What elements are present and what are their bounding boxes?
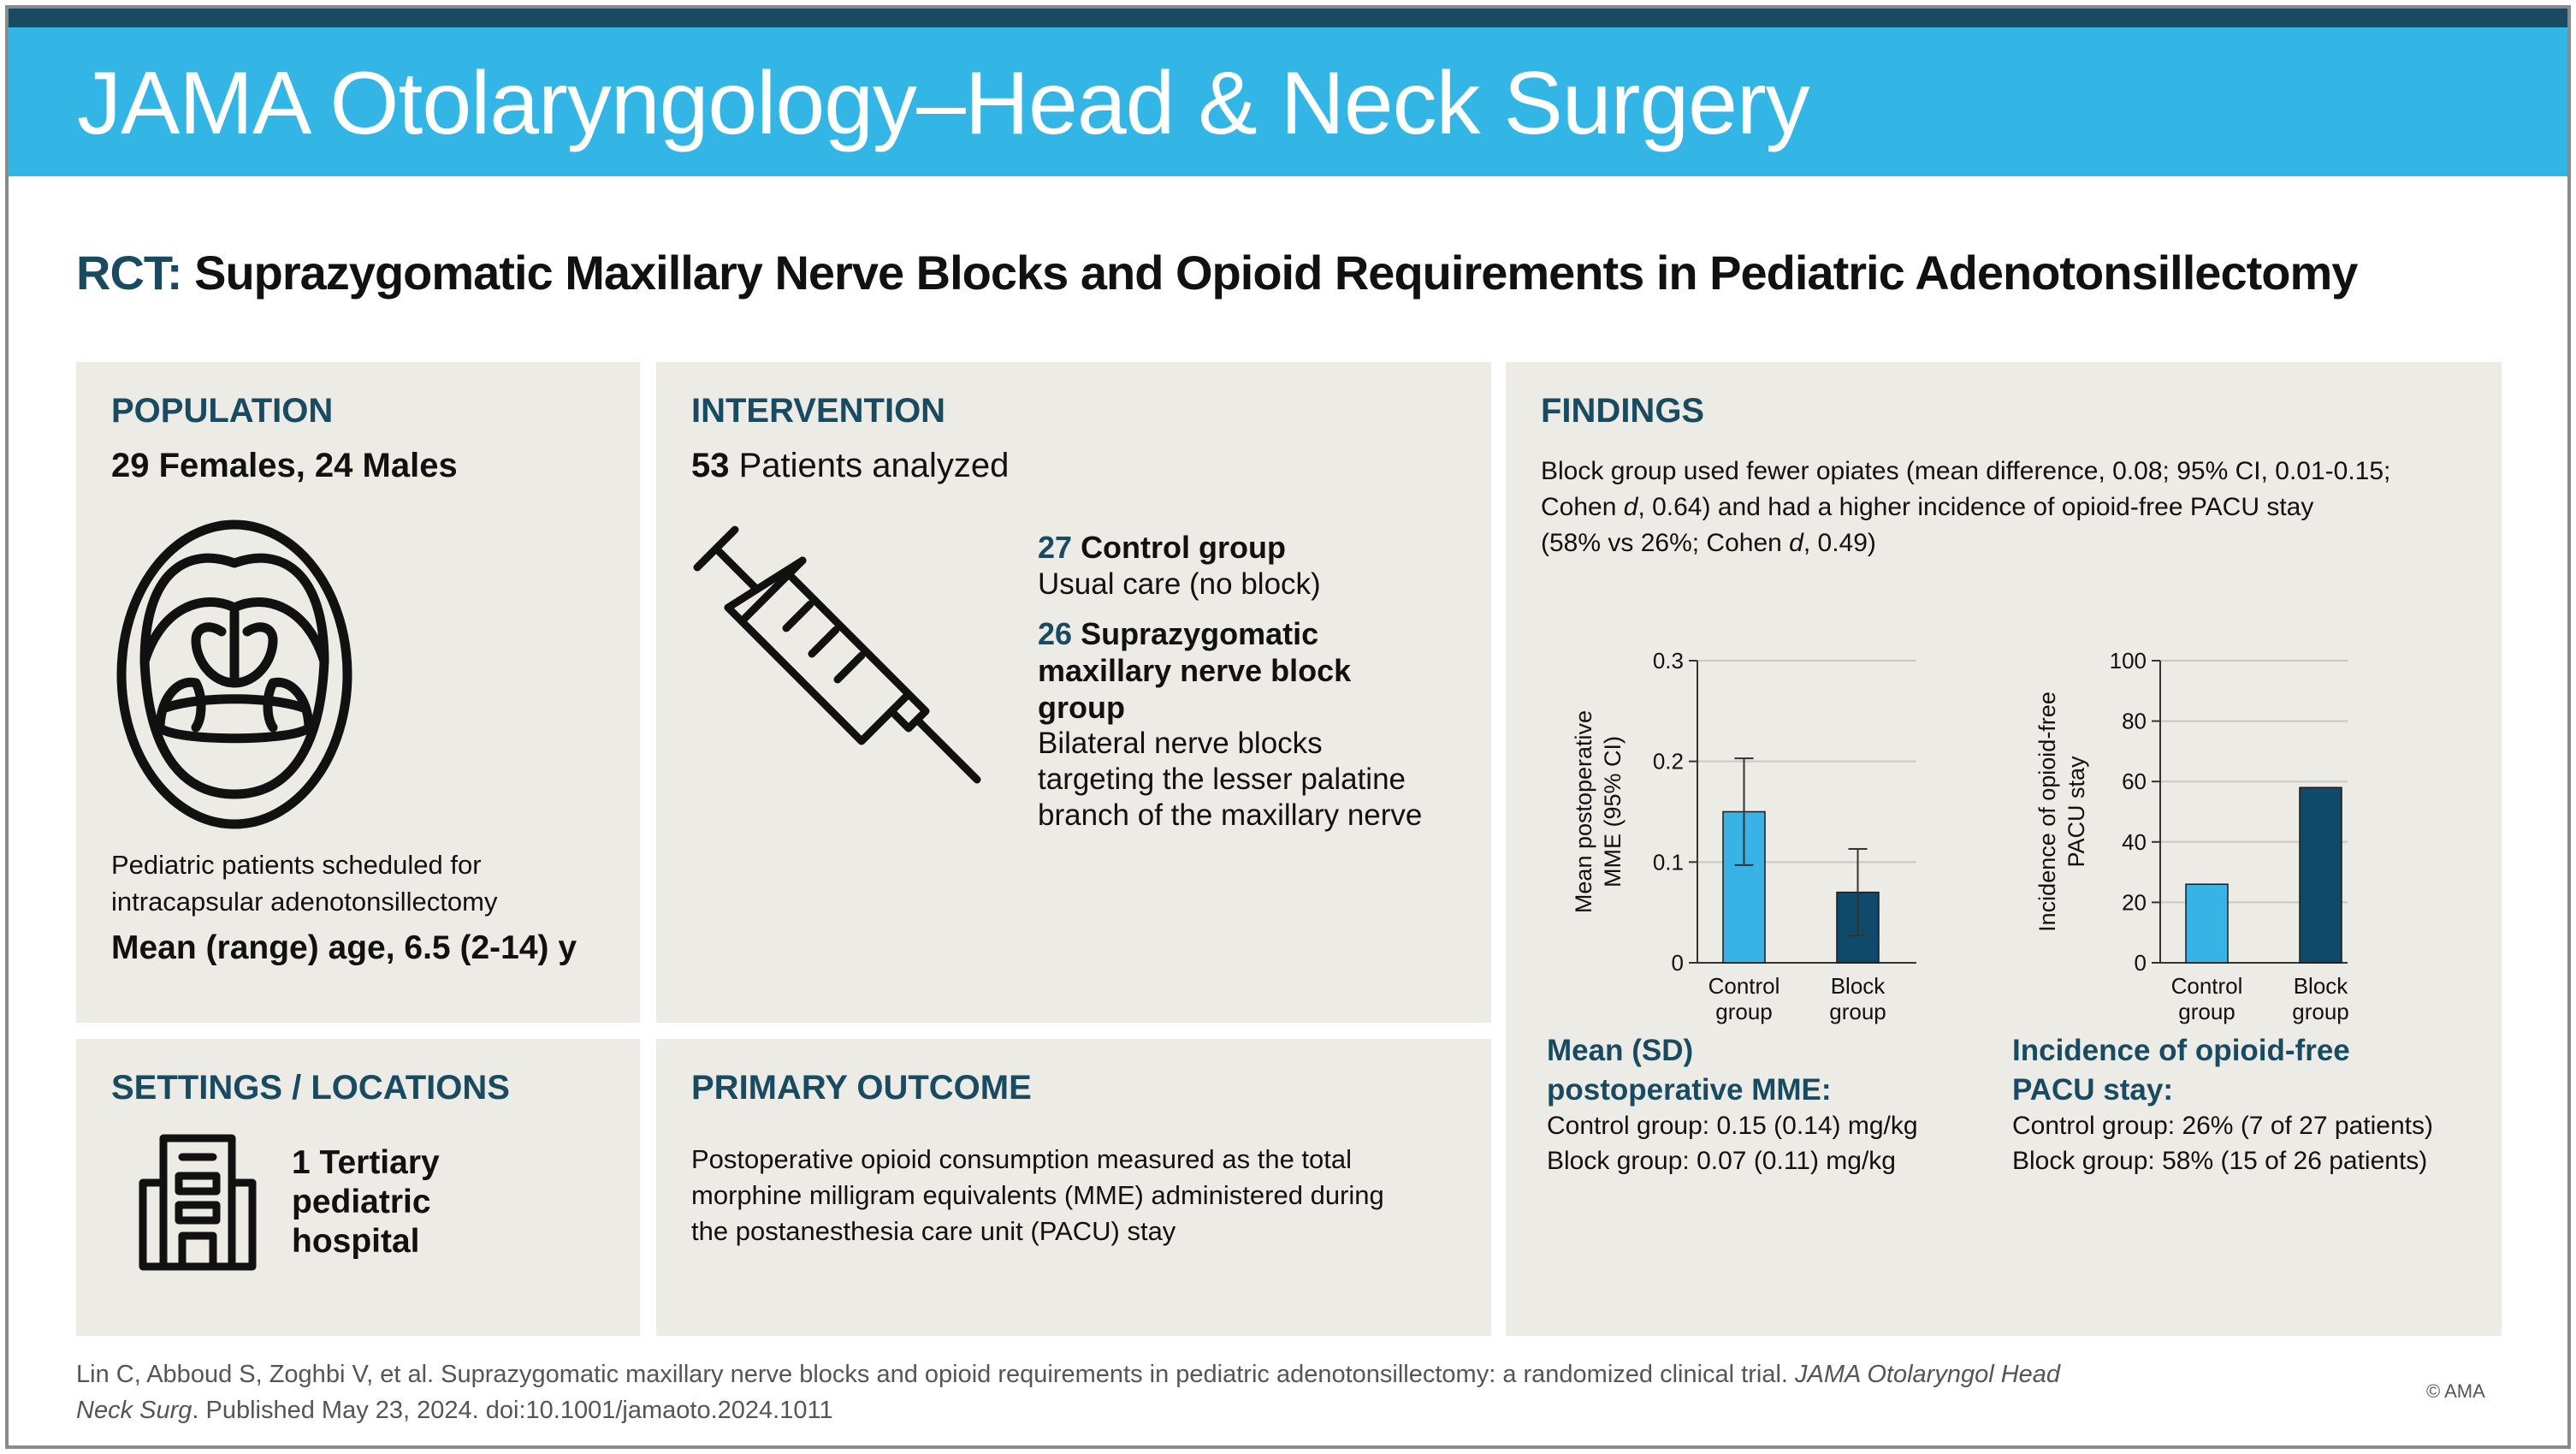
- settings-title: SETTINGS / LOCATIONS: [111, 1069, 510, 1107]
- pacu-control-result: Control group: 26% (7 of 27 patients): [2012, 1112, 2433, 1140]
- page-title: [76, 245, 2357, 300]
- mme-chart-ylabel-line1: Mean postoperative: [1571, 709, 1596, 914]
- findings-line3-pre: (58% vs 26%; Cohen: [1541, 529, 1790, 557]
- settings-line1: 1 Tertiary: [292, 1144, 440, 1181]
- mme-chart-category-label-line1: Control: [1708, 973, 1780, 999]
- settings-panel: [76, 1039, 640, 1336]
- pacu-chart-bar-block: [2300, 787, 2342, 963]
- population-desc-line1: Pediatric patients scheduled for: [111, 850, 482, 880]
- findings-line2-pre: Cohen: [1541, 493, 1624, 521]
- pacu-result-title: [2012, 1031, 2350, 1110]
- journal-banner: [9, 27, 2567, 176]
- pacu-chart-category-label-line2: group: [2178, 999, 2235, 1024]
- block-count: 26: [1038, 616, 1073, 651]
- analyzed-count: 53: [691, 447, 730, 484]
- findings-line3-d: d: [1789, 529, 1803, 557]
- syringe-icon: [690, 523, 981, 840]
- findings-summary: [1541, 454, 2390, 561]
- intervention-panel: [656, 362, 1491, 1023]
- open-mouth-icon: [110, 512, 358, 837]
- mme-title-line1: Mean (SD): [1547, 1034, 1694, 1067]
- hospital-building-icon: [138, 1131, 258, 1273]
- population-age: Mean (range) age, 6.5 (2-14) y: [111, 929, 577, 966]
- settings-line3: hospital: [292, 1223, 420, 1260]
- mme-chart-tick-label: 0.3: [1652, 648, 1684, 674]
- analyzed-label: Patients analyzed: [738, 447, 1010, 484]
- block-group-label: [1038, 615, 1351, 726]
- block-desc-line1: Bilateral nerve blocks: [1038, 727, 1323, 760]
- mme-chart-tick-label: 0: [1671, 950, 1684, 976]
- citation-journal-1: JAMA Otolaryngol Head: [1795, 1361, 2061, 1388]
- findings-title: FINDINGS: [1541, 392, 1705, 430]
- mme-block-result: Block group: 0.07 (0.11) mg/kg: [1547, 1147, 1896, 1175]
- control-group-desc: Usual care (no block): [1038, 567, 1321, 601]
- mme-chart-ylabel-line2: MME (95% CI): [1600, 735, 1626, 888]
- pacu-chart-tick-label: 20: [2122, 889, 2147, 916]
- findings-panel: [1506, 362, 2502, 1336]
- mme-chart-category-label-line2: group: [1715, 999, 1773, 1024]
- patients-analyzed: [691, 447, 1009, 485]
- pacu-chart-tick-label: 80: [2122, 708, 2147, 734]
- population-counts: 29 Females, 24 Males: [111, 447, 458, 484]
- findings-line2-post: , 0.64) and had a higher incidence of opioid-free PACU stay: [1637, 493, 2314, 521]
- pacu-chart-category-label-line1: Block: [2293, 973, 2348, 999]
- copyright: © AMA: [2426, 1380, 2485, 1402]
- citation-line1: Lin C, Abboud S, Zoghbi V, et al. Suprazygomatic maxillary nerve blocks and opioid requirements in pediatric adenotonsillectomy: a randomized clinical trial.: [76, 1361, 1796, 1388]
- outcome-title: PRIMARY OUTCOME: [691, 1069, 1032, 1107]
- pacu-chart-tick-label: 60: [2122, 769, 2147, 795]
- citation: [76, 1356, 2060, 1428]
- citation-line2: . Published May 23, 2024. doi:10.1001/jamaoto.2024.1011: [192, 1397, 833, 1424]
- top-accent-bar: [9, 9, 2567, 27]
- study-type-label: RCT:: [76, 246, 182, 300]
- pacu-bar-chart: [2002, 619, 2481, 1389]
- block-label-line2: maxillary nerve block: [1038, 653, 1352, 688]
- pacu-chart-category-label-line1: Control: [2170, 973, 2243, 999]
- settings-desc: [292, 1143, 440, 1261]
- outcome-line1: Postoperative opioid consumption measured as the total: [691, 1144, 1353, 1174]
- findings-line2-d: d: [1623, 493, 1638, 521]
- mme-chart-tick-label: 0.1: [1652, 849, 1684, 875]
- population-desc-line2: intracapsular adenotonsillectomy: [111, 887, 498, 917]
- mme-bar-chart: [1540, 619, 1985, 1389]
- pacu-chart-tick-label: 0: [2134, 950, 2147, 976]
- intervention-title: INTERVENTION: [691, 392, 946, 430]
- pacu-chart-ylabel-line2: PACU stay: [2064, 756, 2089, 868]
- outcome-line2: morphine milligram equivalents (MME) administered during: [691, 1180, 1384, 1210]
- mme-title-line2: postoperative MME:: [1547, 1073, 1832, 1107]
- block-label-line1: Suprazygomatic: [1081, 616, 1319, 651]
- pacu-title-line1: Incidence of opioid-free: [2012, 1034, 2350, 1067]
- pacu-chart-bar-control: [2186, 884, 2228, 963]
- pacu-chart-tick-label: 40: [2122, 828, 2147, 855]
- findings-line1: Block group used fewer opiates (mean difference, 0.08; 95% CI, 0.01-0.15;: [1541, 457, 2391, 485]
- settings-line2: pediatric: [292, 1184, 431, 1220]
- findings-line3-post: , 0.49): [1803, 529, 1876, 557]
- mme-chart-tick-label: 0.2: [1652, 748, 1684, 774]
- journal-title: JAMA Otolaryngology–Head & Neck Surgery: [77, 54, 1809, 153]
- control-count: 27: [1038, 530, 1073, 565]
- pacu-block-result: Block group: 58% (15 of 26 patients): [2012, 1147, 2428, 1175]
- pacu-chart-ylabel-line1: Incidence of opioid-free: [2034, 691, 2060, 932]
- outcome-line3: the postanesthesia care unit (PACU) stay: [691, 1216, 1176, 1246]
- pacu-title-line2: PACU stay:: [2012, 1073, 2174, 1107]
- outcome-panel: [656, 1039, 1491, 1336]
- mme-result-title: [1547, 1031, 1832, 1110]
- pacu-chart-tick-label: 100: [2109, 648, 2147, 674]
- pacu-chart-category-label-line2: group: [2292, 999, 2349, 1024]
- block-label-line3: group: [1038, 690, 1125, 725]
- population-panel: [76, 362, 640, 1023]
- mme-chart-category-label-line2: group: [1829, 999, 1886, 1024]
- population-title: POPULATION: [111, 392, 334, 430]
- mme-control-result: Control group: 0.15 (0.14) mg/kg: [1547, 1112, 1918, 1140]
- study-title: Suprazygomatic Maxillary Nerve Blocks and Opioid Requirements in Pediatric Adenotonsillectomy: [194, 246, 2358, 300]
- mme-chart-category-label-line1: Block: [1830, 973, 1886, 999]
- control-group-label: [1038, 530, 1286, 566]
- block-group-desc: [1038, 726, 1422, 834]
- citation-journal-2: Neck Surg: [76, 1397, 192, 1424]
- outcome-desc: [691, 1142, 1384, 1249]
- block-desc-line3: branch of the maxillary nerve: [1038, 798, 1423, 832]
- block-desc-line2: targeting the lesser palatine: [1038, 763, 1406, 796]
- control-label: Control group: [1081, 530, 1287, 565]
